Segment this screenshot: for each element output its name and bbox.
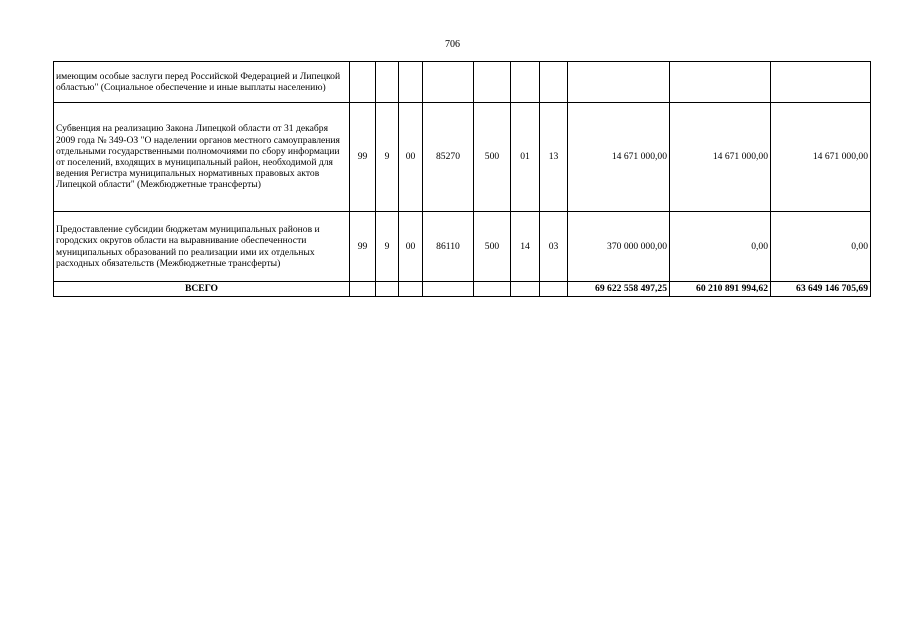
amount-year-2: 0,00	[670, 212, 771, 282]
total-row	[54, 282, 871, 297]
total-amount-year-2: 60 210 891 994,62	[670, 282, 771, 297]
section-code-cell	[511, 62, 540, 103]
subprogram-code-cell: 9	[376, 103, 399, 212]
empty-cell	[511, 282, 540, 297]
page-number: 706	[445, 39, 460, 50]
total-amount-year-3: 63 649 146 705,69	[771, 282, 871, 297]
amount-year-2	[670, 62, 771, 103]
table-row	[54, 62, 871, 103]
section-code-cell: 14	[511, 212, 540, 282]
empty-cell	[376, 282, 399, 297]
amount-year-1: 14 671 000,00	[568, 103, 670, 212]
subsection-code-cell: 03	[540, 212, 568, 282]
program-code-cell: 99	[350, 212, 376, 282]
amount-year-1: 370 000 000,00	[568, 212, 670, 282]
subprogram-code-cell: 9	[376, 212, 399, 282]
expense-type-code-cell: 500	[474, 212, 511, 282]
expense-type-code-cell	[474, 62, 511, 103]
expense-type-code-cell: 500	[474, 103, 511, 212]
program-code-cell	[350, 62, 376, 103]
amount-year-1	[568, 62, 670, 103]
empty-cell	[540, 282, 568, 297]
table-row	[54, 103, 871, 212]
subsection-code-cell	[540, 62, 568, 103]
amount-year-3: 14 671 000,00	[771, 103, 871, 212]
section-code-cell: 01	[511, 103, 540, 212]
row-description: Предоставление субсидии бюджетам муниципальных районов и городских округов области на выравнивание обеспеченности муниципальных образований по реализации ими их отдельных расходных обязательств (Межбюджетные трансферты)	[54, 212, 350, 282]
amount-year-2: 14 671 000,00	[670, 103, 771, 212]
empty-cell	[399, 282, 423, 297]
empty-cell	[350, 282, 376, 297]
total-label: ВСЕГО	[54, 282, 350, 297]
amount-year-3	[771, 62, 871, 103]
subsection-code-cell: 13	[540, 103, 568, 212]
empty-cell	[423, 282, 474, 297]
main-event-code-cell: 00	[399, 103, 423, 212]
direction-code-cell	[423, 62, 474, 103]
main-event-code-cell: 00	[399, 212, 423, 282]
table-row	[54, 212, 871, 282]
total-amount-year-1: 69 622 558 497,25	[568, 282, 670, 297]
subprogram-code-cell	[376, 62, 399, 103]
empty-cell	[474, 282, 511, 297]
direction-code-cell: 85270	[423, 103, 474, 212]
amount-year-3: 0,00	[771, 212, 871, 282]
direction-code-cell: 86110	[423, 212, 474, 282]
row-description: имеющим особые заслуги перед Российской Федерацией и Липецкой областью" (Социальное обеспечение и иные выплаты населению)	[54, 62, 350, 103]
program-code-cell: 99	[350, 103, 376, 212]
main-event-code-cell	[399, 62, 423, 103]
budget-table	[53, 61, 871, 297]
row-description: Субвенция на реализацию Закона Липецкой области от 31 декабря 2009 года № 349-ОЗ "О наделении органов местного самоуправления отдельными государственными полномочиями по сбору информации от поселений, входящих в муниципальный район, необходимой для ведения Регистра муниципальных нормативных правовых актов Липецкой области" (Межбюджетные трансферты)	[54, 103, 350, 212]
